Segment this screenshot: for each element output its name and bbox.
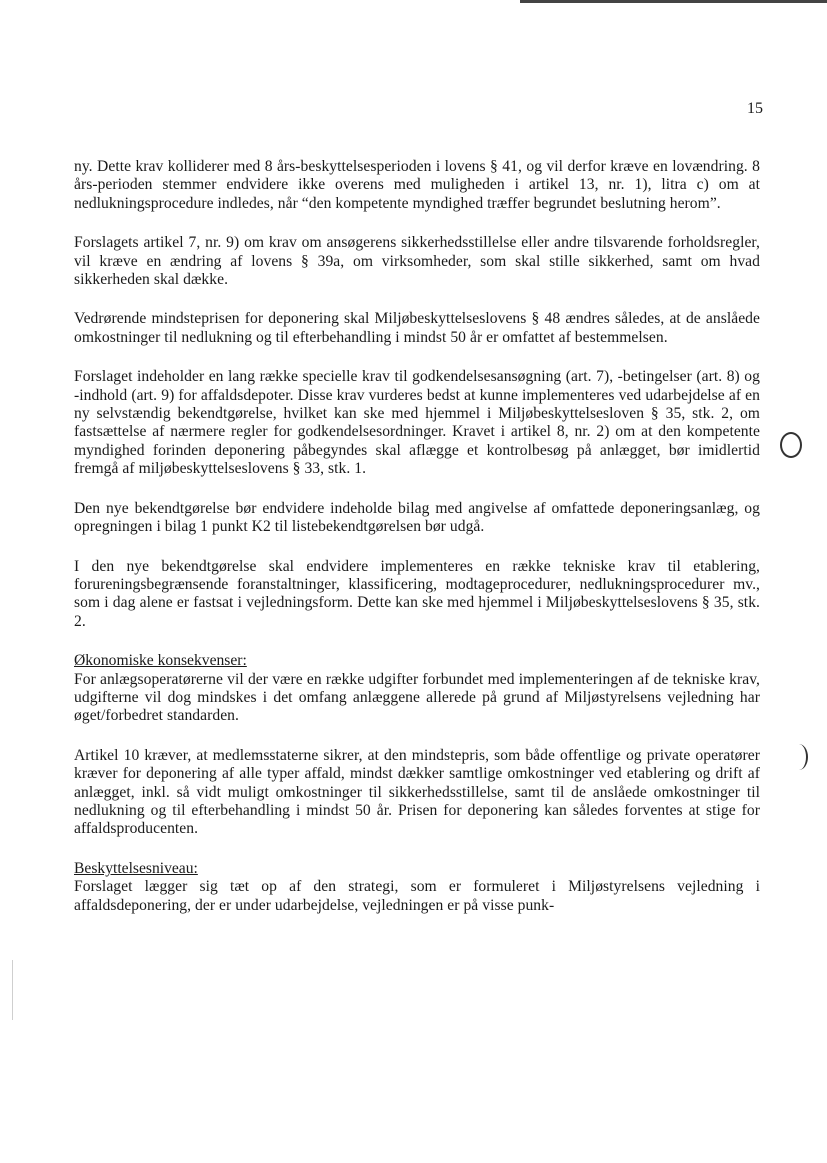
- paragraph: For anlægsoperatørerne vil der være en række udgifter forbundet med implementeringen af de tekniske krav, udgifterne vil dog mindskes i det omfang anlæggene allerede på grund af Miljøstyrelsens vejledning har øget/forbedret standarden.: [74, 670, 760, 725]
- hole-punch-mark: [790, 744, 808, 770]
- paragraph: Forslaget lægger sig tæt op af den strategi, som er formuleret i Miljøstyrelsens vejledning i affaldsdeponering, der er under udarbejdelse, vejledningen er på visse punk-: [74, 878, 760, 914]
- section-economic-consequences: [74, 652, 760, 839]
- paragraph: Forslaget indeholder en lang række specielle krav til godkendelsesansøgning (art. 7), -betingelser (art. 8) og -indhold (art. 9) for affaldsdepoter. Disse krav vurderes bedst at kunne implementeres ved udarbejdelse af en ny selvstændig bekendtgørelse, hvilket kan ske med hjemmel i Miljøbeskyttelsesloven § 35, stk. 2, om fastsættelse af nærmere regler for godkendelsesordninger. Kravet i artikel 8, nr. 2) om at den kompetente myndighed forinden deponering påbegyndes skal aflægge et kontrolbesøg på anlægget, bør imidlertid fremgå af miljøbeskyttelseslovens § 33, stk. 1.: [74, 368, 760, 478]
- page-number: 15: [747, 100, 763, 117]
- paragraph: Forslagets artikel 7, nr. 9) om krav om ansøgerens sikkerhedsstillelse eller andre tilsvarende forholdsregler, vil kræve en ændring af lovens § 39a, om virksomheder, som skal stille sikkerhed, samt om hvad sikkerheden skal dække.: [74, 234, 760, 289]
- paragraph: Den nye bekendtgørelse bør endvidere indeholde bilag med angivelse af omfattede deponeringsanlæg, og opregningen i bilag 1 punkt K2 til listebekendtgørelsen bør udgå.: [74, 499, 760, 536]
- hole-punch-mark: [780, 432, 802, 458]
- paragraph: Artikel 10 kræver, at medlemsstaterne sikrer, at den mindstepris, som både offentlige og private operatører kræver for deponering af alle typer affald, mindst dækker samtlige omkostninger ved etablering og drift af anlægget, inkl. så vidt muligt omkostninger til sikkerhedsstillelse, samt til de anslåede omkostninger til nedlukning og til efterbehandling i mindst 50 år. Prisen for deponering kan således forventes at stige for affaldsproducenten.: [74, 746, 760, 838]
- document-body: [74, 158, 760, 936]
- paragraph: ny. Dette krav kolliderer med 8 års-beskyttelsesperioden i lovens § 41, og vil derfor kræve en lovændring. 8 års-perioden stemmer endvidere ikke overens med muligheden i artikel 13, nr. 1), litra c) om at nedlukningsprocedure indledes, når “den kompetente myndighed træffer begrundet beslutning herom”.: [74, 158, 760, 212]
- paragraph: I den nye bekendtgørelse skal endvidere implementeres en række tekniske krav til etablering, forureningsbegrænsende foranstaltninger, klassificering, modtageprocedurer, nedlukningsprocedurer mv., som i dag alene er fastsat i vejledningsform. Dette kan ske med hjemmel i Miljøbeskyttelseslovens § 35, stk. 2.: [74, 557, 760, 630]
- section-heading: Økonomiske konsekvenser:: [74, 652, 247, 670]
- paragraph: Vedrørende mindsteprisen for deponering skal Miljøbeskyttelseslovens § 48 ændres således, at de anslåede omkostninger til nedlukning og til efterbehandling i mindst 50 år er omfattet af bestemmelsen.: [74, 310, 760, 346]
- top-edge-rule: [520, 0, 827, 3]
- section-heading: Beskyttelsesniveau:: [74, 859, 198, 877]
- section-protection-level: [74, 860, 760, 915]
- margin-scan-line: [12, 960, 13, 1020]
